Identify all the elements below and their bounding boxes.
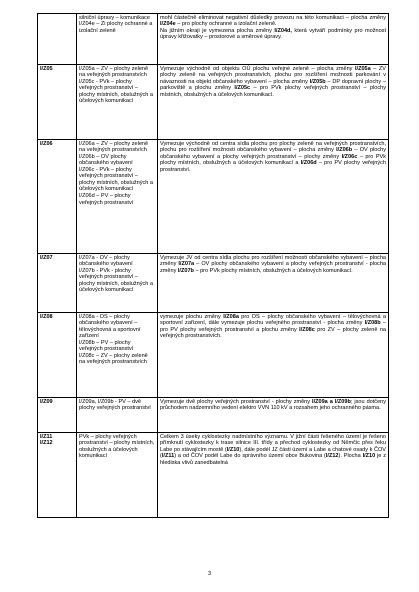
bold-reference: I/Z04e bbox=[160, 21, 176, 28]
explanation-fragment: Vymezuje východně od objektu OÚ plochu veřejné zeleně – plocha změny bbox=[160, 65, 355, 72]
area-code bbox=[38, 433, 77, 518]
explanation-fragment: – DP dopravní plochy – parkoviště a plochu změny bbox=[160, 78, 387, 92]
area-explanation bbox=[158, 254, 389, 313]
bold-reference: I/Z06c bbox=[341, 153, 358, 160]
area-explanation-text bbox=[160, 66, 386, 99]
explanation-fragment: která vytváří podmínky pro možnost úpravy křižovatky – prostorové a směrové úpravy. bbox=[160, 27, 386, 41]
area-code-text: I/Z11 I/Z12 bbox=[40, 433, 53, 447]
area-description bbox=[77, 140, 158, 254]
area-explanation-text bbox=[160, 15, 386, 41]
bold-reference: I/Z10 bbox=[362, 453, 376, 460]
table-row bbox=[38, 433, 389, 518]
area-description-text: I/Z07a - OV – plochy občanského vybavení I/Z07b - PVk - plochy veřejných prostranství – plochy místních, obslužných a účelových komunikací bbox=[79, 254, 153, 294]
area-code bbox=[38, 140, 77, 254]
area-description bbox=[77, 65, 158, 140]
explanation-fragment: je z hlediska vlivů zanedbatelná bbox=[160, 453, 386, 466]
area-code-text: I/Z06 bbox=[40, 140, 53, 147]
area-explanation bbox=[158, 433, 389, 518]
area-description bbox=[77, 14, 158, 65]
bold-reference: I/Z11 bbox=[161, 453, 175, 460]
area-explanation bbox=[158, 398, 389, 433]
table-row bbox=[38, 398, 389, 433]
explanation-fragment: ), dále podél JZ části území a Labe a chatové osady k ČOV ( bbox=[160, 446, 386, 460]
area-description-text: I/Z06a – ZV – plochy zeleně na veřejných prostranstvích I/Z06b – OV plochy občanského vybavení I/Z06c - PVk – plochy veřejných prostranství – plochy místních, obslužných a účelových komunikací I/Z06d – PV – plochy veřejných prostranství bbox=[79, 140, 153, 206]
bold-reference: I/Z08b bbox=[364, 320, 381, 327]
bold-reference: I/Z12 bbox=[325, 453, 339, 460]
area-code bbox=[38, 398, 77, 433]
explanation-fragment: Celkem 3 úseky cyklostezky nadmístního významu. V jižní části řešeného území je řešeno přímknutí cyklostezky k trase silnice III. třídy a přechod cyklostezky od Němčic přes řeku Labe po stávajícím mostě ( bbox=[160, 433, 386, 453]
bold-reference: I/Z09a a I/Z09b bbox=[312, 398, 351, 405]
bold-reference: I/Z04d, bbox=[274, 27, 292, 34]
bold-reference: I/Z05b bbox=[309, 78, 326, 85]
area-description-text: I/Z09a, I/Z09b - PV – dvě plochy veřejných prostranství bbox=[79, 398, 151, 412]
bold-reference: I/Z05a bbox=[354, 65, 371, 72]
area-description-text: silniční úpravy – komunikace I/Z04e – Zi plochy ochranné a izolační zeleně bbox=[79, 14, 153, 34]
explanation-fragment: Vymezuje JV od centra sídla plochu pro rozšíření možnosti občanského vybavení – plocha změny bbox=[160, 254, 386, 268]
area-explanation-text bbox=[160, 399, 386, 412]
table-row bbox=[38, 313, 389, 398]
explanation-fragment: pro OS – plochy občanského vybavení – tělovýchovná a sportovní zařízení, dále vymezuje plochu veřejného prostranství - plocha změny bbox=[160, 313, 387, 327]
bold-reference: I/Z05c bbox=[234, 85, 251, 92]
area-explanation bbox=[158, 140, 389, 254]
explanation-fragment: Vymezuje východně od centra sídla plochu pro plochy zeleně na veřejných prostranstvích, plochu pro rozšíření možnosti občanského vybavení – plocha změny bbox=[160, 140, 386, 154]
explanation-fragment: – pro PV plochy veřejných prostranství a plochu změny bbox=[160, 320, 386, 333]
area-code bbox=[38, 14, 77, 65]
area-description bbox=[77, 433, 158, 518]
explanation-fragment: mohl částečně eliminovat negativní důsledky provozu na této komunikaci – plocha změny bbox=[160, 14, 386, 21]
table-row bbox=[38, 254, 389, 313]
explanation-fragment: – pro PVk plochy místních, obslužných a účelových komunikací. bbox=[193, 267, 353, 274]
area-code bbox=[38, 254, 77, 313]
area-code-text: I/Z05 bbox=[40, 65, 53, 72]
explanation-fragment: pro ZV – plochy zeleně na veřejných prostranstvích. bbox=[160, 326, 386, 340]
bold-reference: I/Z07b bbox=[177, 267, 194, 274]
bold-reference: I/Z10 bbox=[226, 446, 240, 453]
area-explanation bbox=[158, 14, 389, 65]
area-code bbox=[38, 313, 77, 398]
bold-reference: I/Z06d bbox=[300, 160, 317, 167]
explanation-fragment: – OV plochy občanského vybavení a plochy veřejných prostranství - plocha změny bbox=[160, 261, 386, 274]
explanation-fragment: ). Plocha bbox=[338, 453, 363, 460]
table-row bbox=[38, 14, 389, 65]
area-code bbox=[38, 65, 77, 140]
area-description-text: I/Z05a – ZV – plochy zeleně na veřejných prostranstvích I/Z05c - PVk – plochy veřejných prostranství – plochy místních, obslužných a účelových komunikací bbox=[79, 65, 153, 105]
explanation-fragment: Vymezuje dvě plochy veřejných prostranství - plochy změny bbox=[160, 398, 313, 405]
area-explanation-text bbox=[160, 141, 386, 174]
area-code-text: I/Z07 bbox=[40, 254, 53, 261]
bold-reference: I/Z08a bbox=[223, 313, 239, 320]
area-description bbox=[77, 313, 158, 398]
area-explanation-text bbox=[160, 314, 386, 340]
explanation-fragment: ; jsou dotčeny průchodem nadzemního vedení elektro VVN 110 kV a rozsahem jeho ochranného pásma. bbox=[160, 398, 387, 412]
explanation-fragment: ) a od ČOV podél Labe do správního území obce Bukovina ( bbox=[174, 453, 326, 460]
explanation-fragment: – pro plochy ochranné a izolační zeleně. Na jižním okraji je vymezena plocha změny bbox=[160, 21, 277, 34]
area-explanation bbox=[158, 65, 389, 140]
area-explanation-text bbox=[160, 434, 386, 467]
area-explanation bbox=[158, 313, 389, 398]
table-row bbox=[38, 65, 389, 140]
area-explanation-text bbox=[160, 255, 386, 275]
area-description bbox=[77, 398, 158, 433]
bold-reference: I/Z08c bbox=[299, 326, 315, 333]
explanation-fragment: vymezuje plochu změny bbox=[160, 313, 224, 320]
area-description-text: I/Z08a - OS – plochy občanského vybavení – tělovýchovná a sportovní zařízení I/Z08b – PV – plochy veřejných prostranství I/Z08c – ZV – plochy zeleně na veřejných prostranstvích bbox=[79, 313, 148, 366]
area-description-text: PVk – plochy veřejných prostranství – plochy místních, obslužných a účelových komunikací bbox=[79, 433, 155, 460]
table-row bbox=[38, 140, 389, 254]
bold-reference: I/Z07a bbox=[178, 261, 195, 268]
explanation-fragment: – ZV plochy zeleně na veřejných prostranstvích, plochu pro rozšíření možnosti parkování v návaznosti na objekt občanského vybavení – plocha změny bbox=[160, 65, 386, 85]
area-description bbox=[77, 254, 158, 313]
change-areas-table bbox=[37, 13, 389, 518]
area-code-text: I/Z09 bbox=[40, 398, 53, 405]
explanation-fragment: – pro PVk plochy veřejných prostranství – plochy místních, obslužných a účelových komunikací. bbox=[160, 85, 386, 98]
table-body bbox=[38, 14, 389, 518]
area-code-text: I/Z08 bbox=[40, 313, 53, 320]
page-number: 3 bbox=[207, 571, 212, 577]
bold-reference: I/Z06b bbox=[336, 147, 353, 154]
explanation-fragment: – OV plochy občanského vybavení a plochy veřejných prostranství – plochy změny bbox=[160, 147, 386, 160]
explanation-fragment: – pro PVk plochy místních, obslužných a účelových komunikací a bbox=[160, 153, 386, 167]
explanation-fragment: – pro PV plochy veřejných prostranství. bbox=[160, 160, 386, 173]
